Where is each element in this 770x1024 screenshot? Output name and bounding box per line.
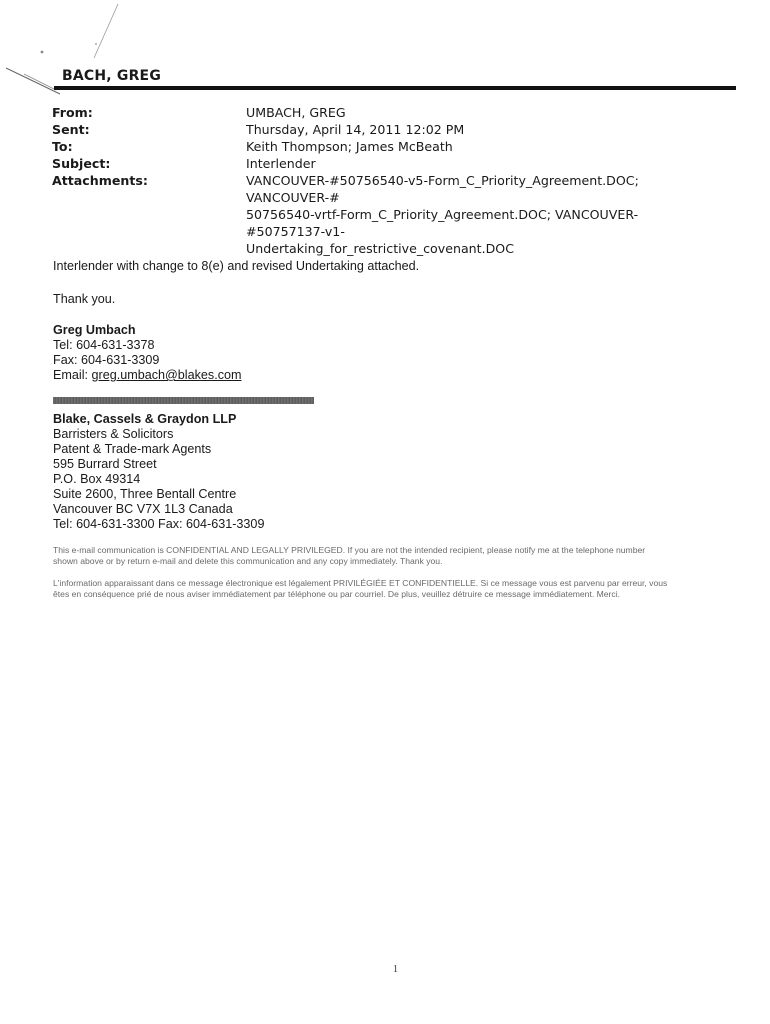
scan-artifact-marks [0,0,130,110]
to-label: To: [52,139,73,154]
body-paragraph-2: Thank you. [53,292,116,306]
from-row [52,104,732,121]
disclaimer-en-line-2: shown above or by return e-mail and delete this communication and any copy immediately. Thank you. [53,556,443,566]
page-number: 1 [393,964,398,975]
signature-email-line [53,368,242,383]
firm-name: Blake, Cassels & Graydon LLP [53,412,237,426]
to-row [52,138,732,155]
disclaimer-fr-line-2: êtes en conséquence prié de nous aviser immédiatement par téléphone ou par courriel. De plus, veuillez détruire ce message immédiatement. Merci. [53,589,621,599]
firm-block [53,412,264,532]
email-header-fields [52,104,732,257]
signature-email-link[interactable]: greg.umbach@blakes.com [91,368,242,382]
attachment-line-3: Undertaking_for_restrictive_covenant.DOC [246,241,514,256]
from-label: From: [52,105,93,120]
subject-value: Interlender [246,156,316,171]
body-paragraph-1: Interlender with change to 8(e) and revised Undertaking attached. [53,259,420,273]
firm-line-6: Vancouver BC V7X 1L3 Canada [53,502,233,516]
subject-label: Subject: [52,156,111,171]
sent-row [52,121,732,138]
attachments-value [246,172,716,257]
firm-line-2: Patent & Trade-mark Agents [53,442,212,456]
subject-row [52,155,732,172]
document-title: BACH, GREG [62,68,162,84]
to-value: Keith Thompson; James McBeath [246,139,453,154]
firm-line-1: Barristers & Solicitors [53,427,174,441]
attachment-line-2: 50756540-vrtf-Form_C_Priority_Agreement.DOC; VANCOUVER-#50757137-v1- [246,207,639,239]
firm-line-3: 595 Burrard Street [53,457,157,471]
attachments-label: Attachments: [52,173,148,188]
signature-block [53,323,242,383]
signature-divider-bar [53,397,314,404]
sent-value: Thursday, April 14, 2011 12:02 PM [246,122,465,137]
sent-label: Sent: [52,122,90,137]
firm-line-7: Tel: 604-631-3300 Fax: 604-631-3309 [53,517,265,531]
title-rule [54,86,736,90]
firm-line-5: Suite 2600, Three Bentall Centre [53,487,237,501]
attachment-line-1: VANCOUVER-#50756540-v5-Form_C_Priority_Agreement.DOC; VANCOUVER-# [246,173,639,205]
signature-name: Greg Umbach [53,323,136,337]
disclaimer-french [53,578,738,600]
attachments-row [52,172,732,257]
firm-line-4: P.O. Box 49314 [53,472,141,486]
signature-email-prefix: Email: [53,368,92,382]
from-value: UMBACH, GREG [246,105,346,120]
disclaimer-en-line-1: This e-mail communication is CONFIDENTIAL AND LEGALLY PRIVILEGED. If you are not the intended recipient, please notify me at the telephone number [53,545,646,555]
signature-fax: Fax: 604-631-3309 [53,353,160,367]
disclaimer-fr-line-1: L'information apparaissant dans ce message électronique est légalement PRIVILÉGIÉE ET CONFIDENTIELLE. Si ce message vous est parvenu par erreur, vous [53,578,668,588]
disclaimer-english [53,545,738,567]
signature-tel: Tel: 604-631-3378 [53,338,155,352]
